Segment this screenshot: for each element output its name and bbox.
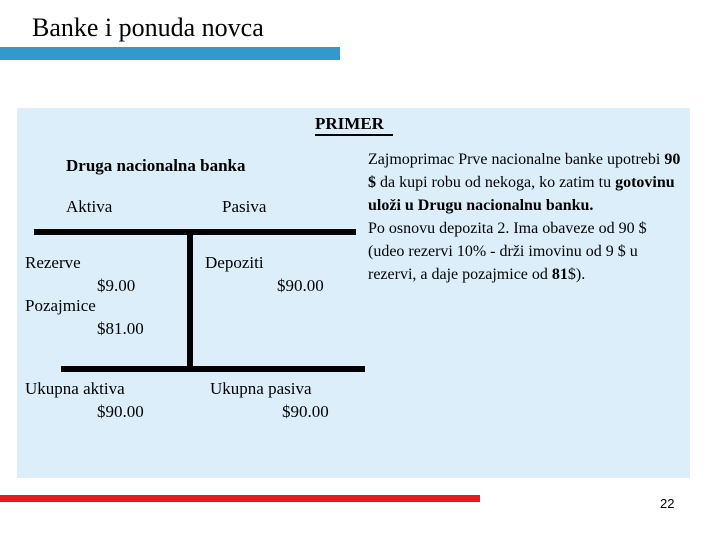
deposits-label: Depoziti bbox=[205, 253, 264, 272]
total-liabilities-value: $90.00 bbox=[282, 402, 329, 421]
total-assets-label: Ukupna aktiva bbox=[25, 379, 125, 398]
reserves-value: $9.00 bbox=[97, 276, 136, 295]
heading-underline bbox=[315, 134, 393, 136]
page-number: 22 bbox=[660, 496, 675, 511]
liabilities-header: Pasiva bbox=[222, 197, 267, 216]
loans-label: Pozajmice bbox=[25, 296, 96, 315]
title-accent-bar bbox=[0, 47, 340, 60]
loans-value: $81.00 bbox=[97, 319, 144, 338]
t-account-horizontal-line bbox=[34, 229, 356, 235]
explanation-part-4: $). bbox=[567, 266, 586, 283]
total-liabilities-label: Ukupna pasiva bbox=[210, 379, 312, 398]
liabilities-total-separator bbox=[193, 366, 365, 372]
explanation-loan-amount: 81 bbox=[551, 266, 568, 283]
total-assets-value: $90.00 bbox=[97, 402, 144, 421]
explanation-deposit-emphasis: gotovinu uloži u Drugu nacionalnu banku. bbox=[368, 174, 675, 214]
assets-header: Aktiva bbox=[66, 197, 113, 216]
explanation-part-1: Zajmoprimac Prve nacionalne banke upotrebi bbox=[368, 151, 665, 168]
slide-title: Banke i ponuda novca bbox=[32, 13, 264, 42]
explanation-part-2: da kupi robu od nekoga, ko zatim tu bbox=[376, 174, 616, 191]
reserves-label: Rezerve bbox=[25, 253, 81, 272]
explanation-text bbox=[368, 148, 686, 286]
deposits-value: $90.00 bbox=[277, 276, 324, 295]
explanation-amount: 90 $ bbox=[368, 151, 681, 191]
bank-name: Druga nacionalna banka bbox=[66, 156, 246, 175]
assets-total-separator bbox=[61, 366, 187, 372]
example-heading: PRIMER bbox=[315, 114, 384, 133]
t-account-vertical-line bbox=[187, 232, 193, 372]
explanation-part-3: Po osnovu depozita 2. Ima obaveze od 90 $ (udeo rezervi 10% - drži imovinu od 9 $ u rezervi, a daje pozajmice od bbox=[368, 220, 647, 283]
bottom-accent-bar bbox=[0, 495, 480, 502]
